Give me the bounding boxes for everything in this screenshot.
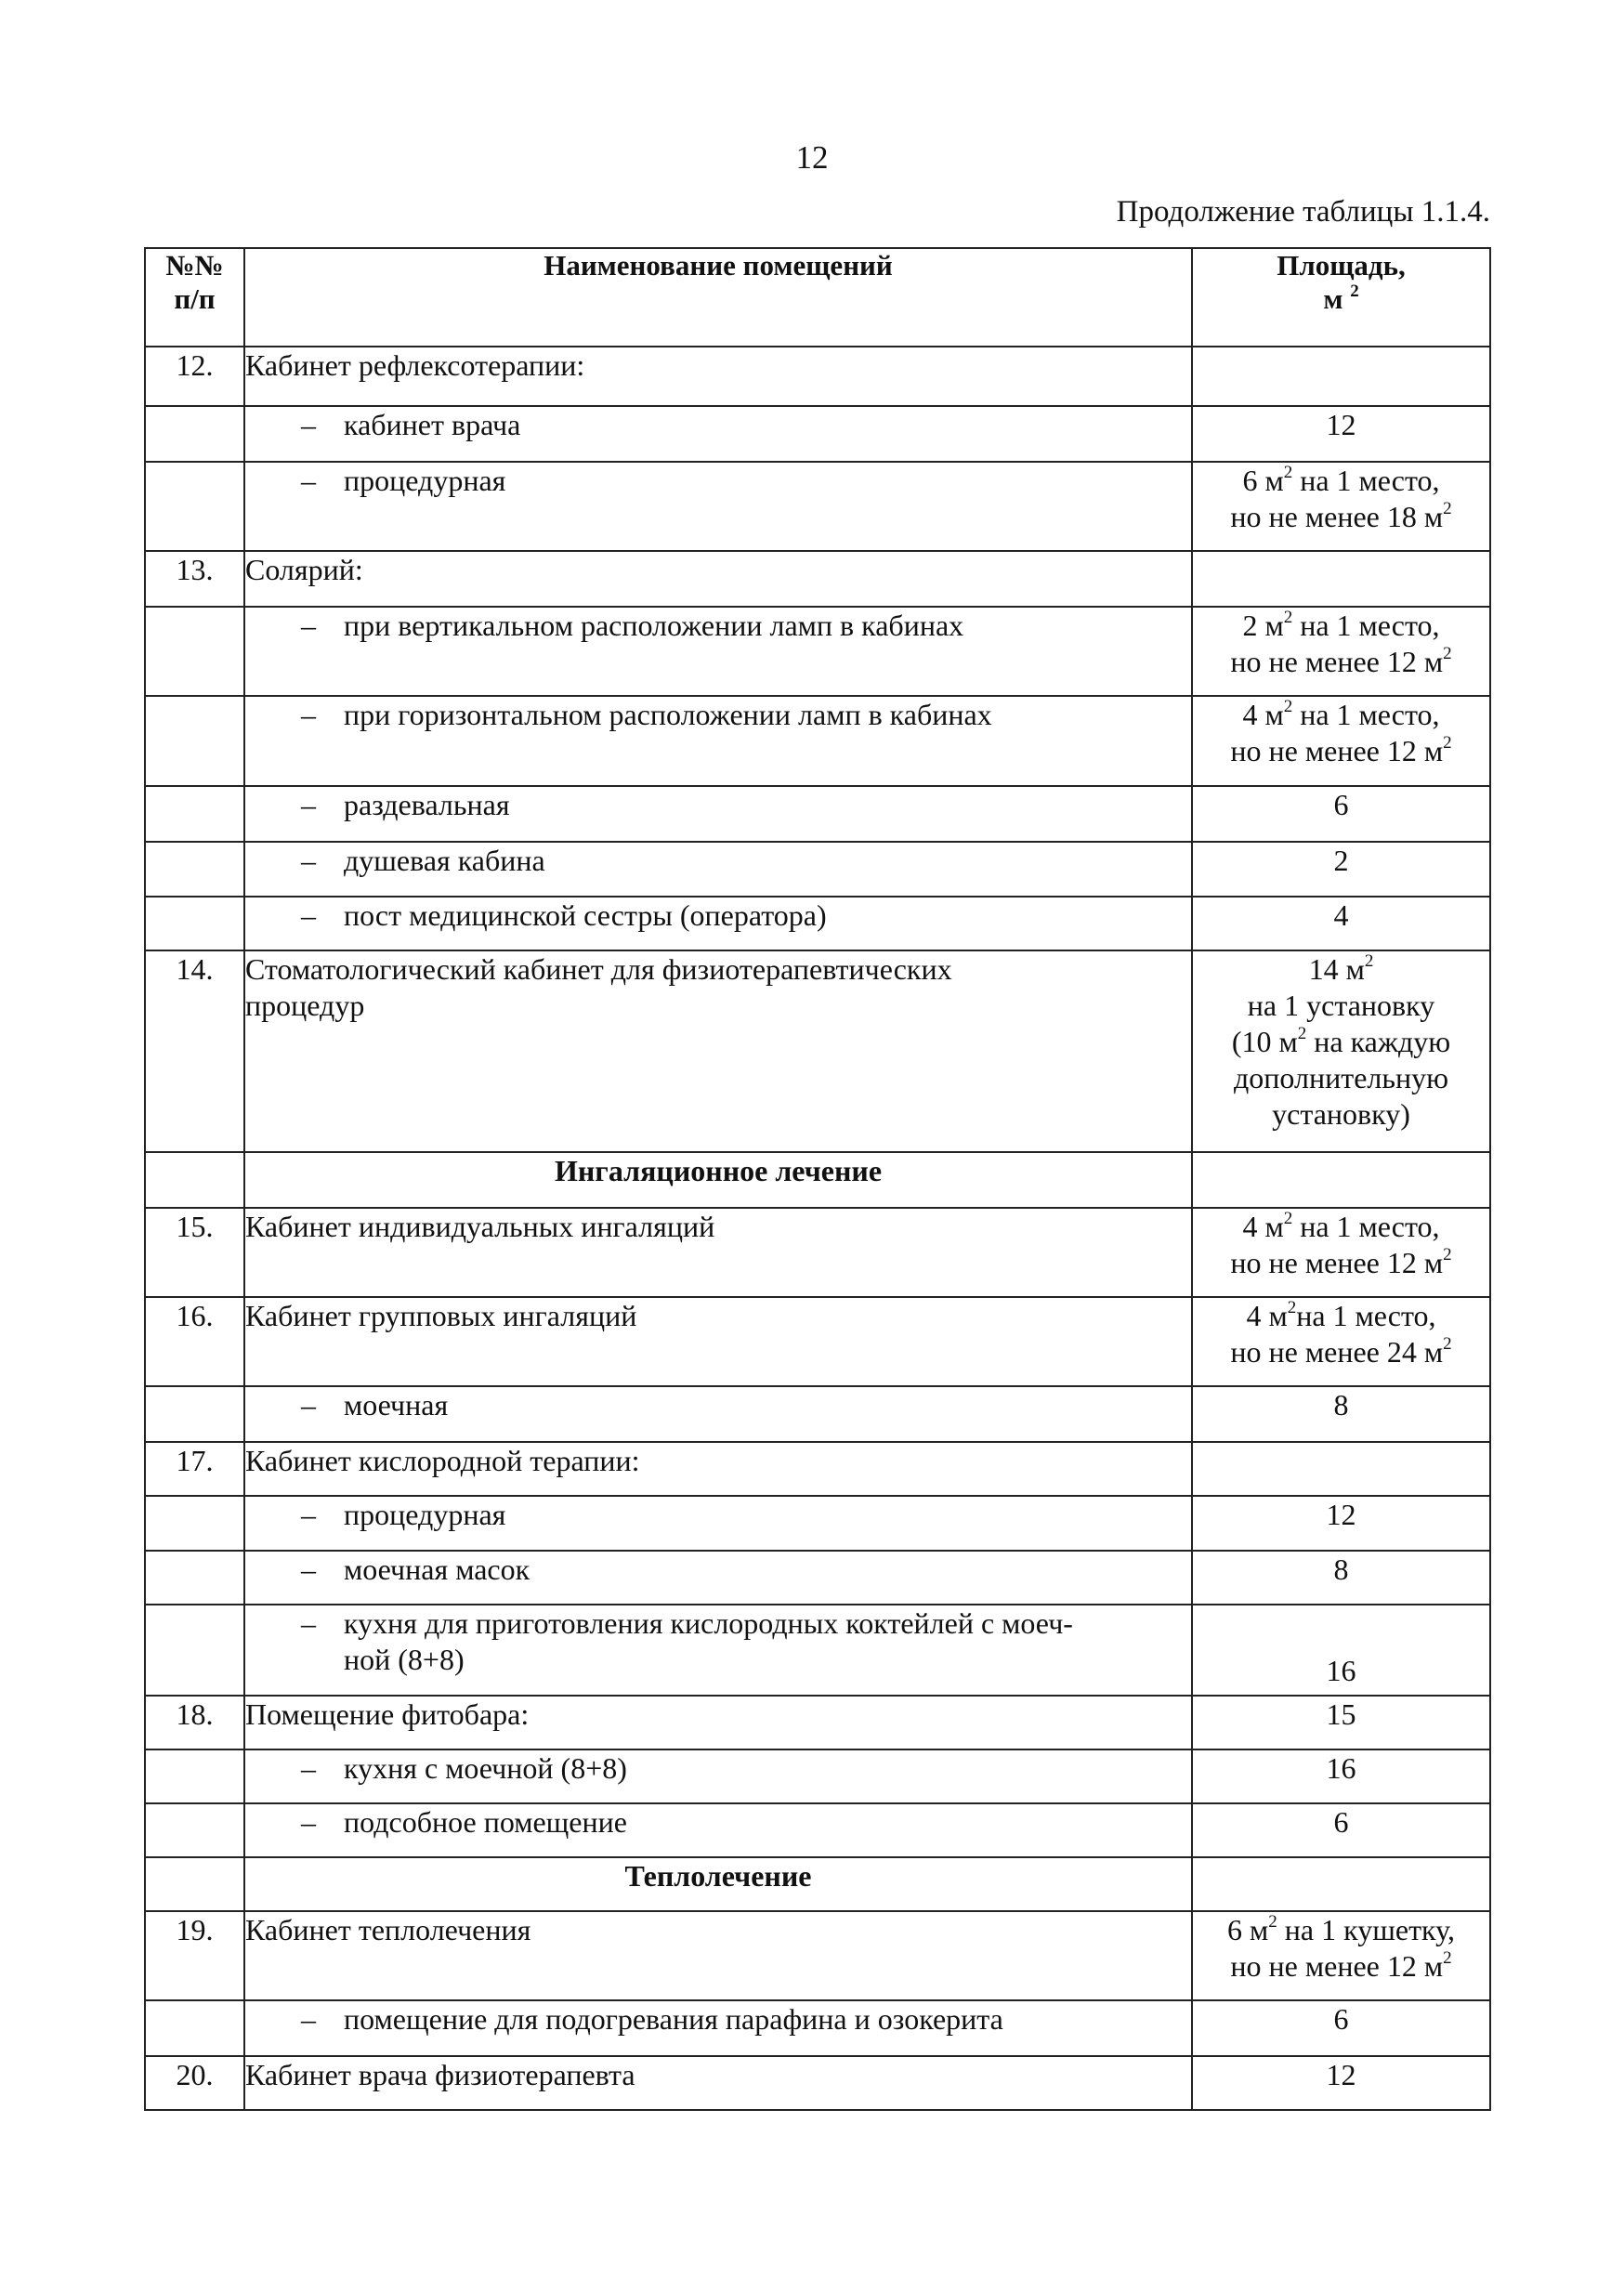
- table-row: [145, 551, 1490, 607]
- row-area: 6 $м^2$ на 1 место, но не менее 18 $м^2$: [1192, 462, 1490, 551]
- row-name: – при вертикальном расположении ламп в кабинах: [244, 607, 1192, 696]
- table-row: [145, 2000, 1490, 2056]
- row-area: 12: [1192, 406, 1490, 462]
- row-area: 4: [1192, 897, 1490, 950]
- table-row: [145, 1208, 1490, 1297]
- section-title: Теплолечение: [244, 1857, 1192, 1911]
- row-name: Кабинет врача физиотерапевта: [244, 2056, 1192, 2110]
- row-name: Кабинет теплолечения: [244, 1911, 1192, 2000]
- row-area: 6: [1192, 1803, 1490, 1857]
- row-number: [145, 1496, 244, 1551]
- row-area: 6 $м^2$ на 1 кушетку, но не менее 12 $м^2$: [1192, 1911, 1490, 2000]
- row-area: 16: [1192, 1605, 1490, 1696]
- row-number: [145, 462, 244, 551]
- table-row: [145, 607, 1490, 696]
- row-number: [145, 1551, 244, 1605]
- row-name: Стоматологический кабинет для физиотерапевтических процедур: [244, 950, 1192, 1152]
- row-name: Кабинет кислородной терапии:: [244, 1442, 1192, 1496]
- row-area: 16: [1192, 1749, 1490, 1803]
- table-row: [145, 462, 1490, 551]
- row-number: 14.: [145, 950, 244, 1152]
- row-name: Кабинет рефлексотерапии:: [244, 347, 1192, 406]
- row-name: – пост медицинской сестры (оператора): [244, 897, 1192, 950]
- table-row: [145, 1496, 1490, 1551]
- row-name: – моечная: [244, 1386, 1192, 1442]
- row-name: – процедурная: [244, 1496, 1192, 1551]
- row-name: – кухня с моечной (8+8): [244, 1749, 1192, 1803]
- section-row: [145, 1152, 1490, 1208]
- section-title: Ингаляционное лечение: [244, 1152, 1192, 1208]
- row-area: 12: [1192, 1496, 1490, 1551]
- row-name: Кабинет индивидуальных ингаляций: [244, 1208, 1192, 1297]
- table-row: [145, 1803, 1490, 1857]
- row-area: 8: [1192, 1551, 1490, 1605]
- header-number: №№ п/п: [145, 248, 244, 347]
- table-header-row: [145, 248, 1490, 347]
- row-number: 18.: [145, 1696, 244, 1749]
- row-area: 2 $м^2$ на 1 место, но не менее 12 $м^2$: [1192, 607, 1490, 696]
- table-continuation-caption: Продолжение таблицы 1.1.4.: [1116, 195, 1490, 229]
- row-number: [145, 2000, 244, 2056]
- row-area: [1192, 551, 1490, 607]
- row-name: Солярий:: [244, 551, 1192, 607]
- row-area: 4 $м^2$ на 1 место, но не менее 12 $м^2$: [1192, 1208, 1490, 1297]
- row-number: 15.: [145, 1208, 244, 1297]
- table-row: [145, 897, 1490, 950]
- row-name: – подсобное помещение: [244, 1803, 1192, 1857]
- table-row: [145, 2056, 1490, 2110]
- row-area: 6: [1192, 2000, 1490, 2056]
- row-name: – душевая кабина: [244, 842, 1192, 897]
- row-number: [145, 607, 244, 696]
- section-row: [145, 1857, 1490, 1911]
- row-number: 12.: [145, 347, 244, 406]
- row-area: [1192, 1857, 1490, 1911]
- row-name: Кабинет групповых ингаляций: [244, 1297, 1192, 1386]
- row-number: [145, 1749, 244, 1803]
- row-area: 4 $м^2$ на 1 место, но не менее 12 $м^2$: [1192, 696, 1490, 786]
- table-row: [145, 1605, 1490, 1696]
- row-area: [1192, 1442, 1490, 1496]
- row-area: 15: [1192, 1696, 1490, 1749]
- table-row: [145, 1442, 1490, 1496]
- row-number: 16.: [145, 1297, 244, 1386]
- row-name: – помещение для подогревания парафина и озокерита: [244, 2000, 1192, 2056]
- row-name: – кухня для приготовления кислородных коктейлей с моеч- ной (8+8): [244, 1605, 1192, 1696]
- row-number: [145, 1803, 244, 1857]
- row-number: [145, 696, 244, 786]
- table-row: [145, 842, 1490, 897]
- row-number: [145, 786, 244, 842]
- row-number: [145, 1152, 244, 1208]
- row-number: [145, 406, 244, 462]
- table-row: [145, 1749, 1490, 1803]
- header-name: Наименование помещений: [244, 248, 1192, 347]
- table-row: [145, 1297, 1490, 1386]
- premises-area-table: [144, 247, 1491, 2111]
- row-area: 2: [1192, 842, 1490, 897]
- table-row: [145, 1386, 1490, 1442]
- row-number: 20.: [145, 2056, 244, 2110]
- row-area: [1192, 347, 1490, 406]
- row-number: [145, 1605, 244, 1696]
- row-area: 8: [1192, 1386, 1490, 1442]
- row-name: – процедурная: [244, 462, 1192, 551]
- header-area: Площадь, м $^2$: [1192, 248, 1490, 347]
- row-number: 17.: [145, 1442, 244, 1496]
- table-row: [145, 1696, 1490, 1749]
- row-name: – кабинет врача: [244, 406, 1192, 462]
- row-area: 12: [1192, 2056, 1490, 2110]
- row-name: – при горизонтальном расположении ламп в кабинах: [244, 696, 1192, 786]
- table-row: [145, 347, 1490, 406]
- row-number: [145, 842, 244, 897]
- row-number: 13.: [145, 551, 244, 607]
- page-number: 12: [795, 139, 829, 176]
- table-row: [145, 1551, 1490, 1605]
- table-row: [145, 950, 1490, 1152]
- row-name: Помещение фитобара:: [244, 1696, 1192, 1749]
- row-number: [145, 1386, 244, 1442]
- table-row: [145, 1911, 1490, 2000]
- row-name: – моечная масок: [244, 1551, 1192, 1605]
- row-number: [145, 897, 244, 950]
- row-name: – раздевальная: [244, 786, 1192, 842]
- table-row: [145, 786, 1490, 842]
- row-number: [145, 1857, 244, 1911]
- row-area: [1192, 1152, 1490, 1208]
- table-row: [145, 696, 1490, 786]
- row-area: 4 $м^2на$ 1 место, но не менее 24 $м^2$: [1192, 1297, 1490, 1386]
- row-number: 19.: [145, 1911, 244, 2000]
- row-area: 14 $м^2$ на 1 установку (10 $м^2$ на каждую дополнительную установку): [1192, 950, 1490, 1152]
- table-row: [145, 406, 1490, 462]
- row-area: 6: [1192, 786, 1490, 842]
